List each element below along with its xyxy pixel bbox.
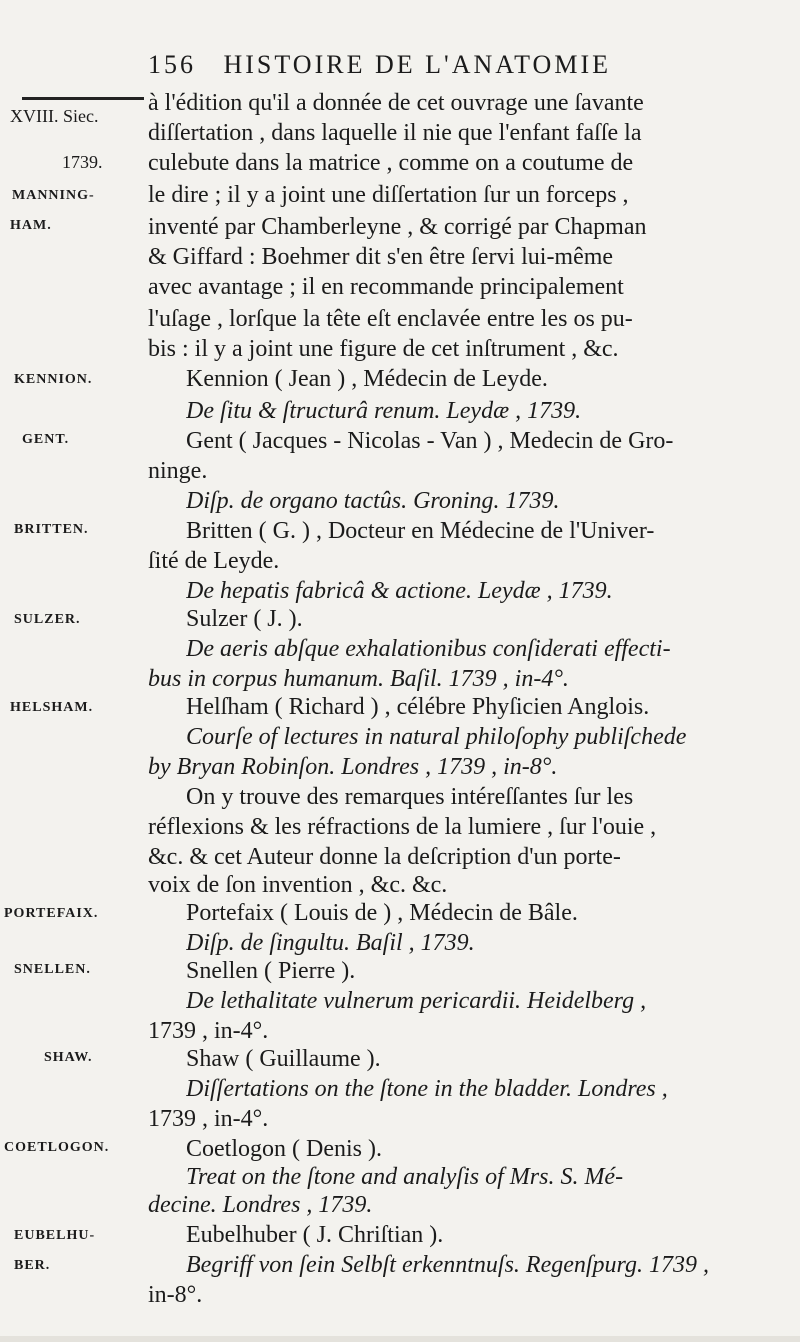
entry-heading: Shaw ( Guillaume ). (186, 1046, 381, 1072)
margin-manningham-2: HAM. (10, 218, 52, 233)
text-line: & Giffard : Boehmer dit s'en être ſervi lui-même (148, 244, 614, 270)
entry-title: Diſſertations on the ſtone in the bladder. Londres , (186, 1076, 668, 1102)
text-line: ſité de Leyde. (148, 548, 280, 574)
running-header (148, 50, 708, 88)
margin-century: XVIII. Siec. (10, 106, 99, 126)
margin-sulzer: SULZER. (14, 612, 81, 627)
margin-britten: BRITTEN. (14, 522, 89, 537)
entry-heading: Helſham ( Richard ) , célébre Phyſicien Anglois. (186, 694, 650, 720)
entry-title: De aeris abſque exhalationibus conſiderati effecti- (186, 636, 671, 662)
entry-heading: Portefaix ( Louis de ) , Médecin de Bâle. (186, 900, 578, 926)
running-title: HISTOIRE DE L'ANATOMIE (223, 50, 611, 79)
entry-heading: Kennion ( Jean ) , Médecin de Leyde. (186, 366, 548, 392)
entry-title-cont: decine. Londres , 1739. (148, 1192, 373, 1218)
entry-title-cont: by Bryan Robinſon. Londres , 1739 , in-8°. (148, 754, 558, 780)
entry-title: Courſe of lectures in natural philoſophy publiſchede (186, 724, 687, 750)
margin-rule (22, 97, 144, 100)
text-line: On y trouve des remarques intéreſſantes ſur les (186, 784, 634, 810)
text-line: le dire ; il y a joint une diſſertation ſur un forceps , (148, 182, 629, 208)
margin-helsham: HELSHAM. (10, 700, 94, 715)
page-number: 156 (148, 50, 196, 79)
margin-year: 1739. (62, 152, 103, 172)
margin-gent: GENT. (22, 432, 70, 447)
text-line: diſſertation , dans laquelle il nie que l'enfant faſſe la (148, 120, 642, 146)
text-line: l'uſage , lorſque la tête eſt enclavée entre les os pu- (148, 306, 633, 332)
entry-heading: Eubelhuber ( J. Chriſtian ). (186, 1222, 444, 1248)
entry-heading: Coetlogon ( Denis ). (186, 1136, 382, 1162)
text-line: 1739 , in-4°. (148, 1018, 269, 1044)
entry-title: Treat on the ſtone and analyſis of Mrs. S. Mé- (186, 1164, 624, 1190)
text-line: avec avantage ; il en recommande principalement (148, 274, 624, 300)
margin-manningham-1: MANNING- (12, 188, 95, 203)
text-line: voix de ſon invention , &c. &c. (148, 872, 448, 898)
entry-heading: Sulzer ( J. ). (186, 606, 303, 632)
entry-heading: Britten ( G. ) , Docteur en Médecine de l'Univer- (186, 518, 655, 544)
margin-eubelhuber-2: BER. (14, 1258, 51, 1273)
page-bottom-edge (0, 1336, 800, 1342)
entry-title: Diſp. de organo tactûs. Groning. 1739. (186, 488, 560, 514)
entry-title-cont: bus in corpus humanum. Baſil. 1739 , in-4°. (148, 666, 569, 692)
text-line: 1739 , in-4°. (148, 1106, 269, 1132)
text-line: inventé par Chamberleyne , & corrigé par Chapman (148, 214, 647, 240)
margin-shaw: SHAW. (44, 1050, 93, 1065)
text-line: à l'édition qu'il a donnée de cet ouvrage une ſavante (148, 90, 644, 116)
entry-title: De lethalitate vulnerum pericardii. Heidelberg , (186, 988, 647, 1014)
margin-eubelhuber-1: EUBELHU- (14, 1228, 96, 1243)
entry-heading: Gent ( Jacques - Nicolas - Van ) , Medecin de Gro- (186, 428, 674, 454)
margin-kennion: KENNION. (14, 372, 93, 387)
entry-title: De ſitu & ſtructurâ renum. Leydæ , 1739. (186, 398, 582, 424)
entry-heading: Snellen ( Pierre ). (186, 958, 356, 984)
entry-title: Diſp. de ſingultu. Baſil , 1739. (186, 930, 475, 956)
margin-portefaix: PORTEFAIX. (4, 906, 99, 921)
text-line: &c. & cet Auteur donne la deſcription d'un porte- (148, 844, 621, 870)
text-line: in-8°. (148, 1282, 203, 1308)
text-line: réflexions & les réfractions de la lumiere , ſur l'ouie , (148, 814, 657, 840)
margin-snellen: SNELLEN. (14, 962, 91, 977)
text-line: ninge. (148, 458, 208, 484)
entry-title: De hepatis fabricâ & actione. Leydæ , 1739. (186, 578, 613, 604)
text-line: bis : il y a joint une figure de cet inſtrument , &c. (148, 336, 619, 362)
entry-title: Begriff von ſein Selbſt erkenntnuſs. Regenſpurg. 1739 , (186, 1252, 710, 1278)
text-line: culebute dans la matrice , comme on a coutume de (148, 150, 634, 176)
margin-coetlogon: COETLOGON. (4, 1140, 110, 1155)
